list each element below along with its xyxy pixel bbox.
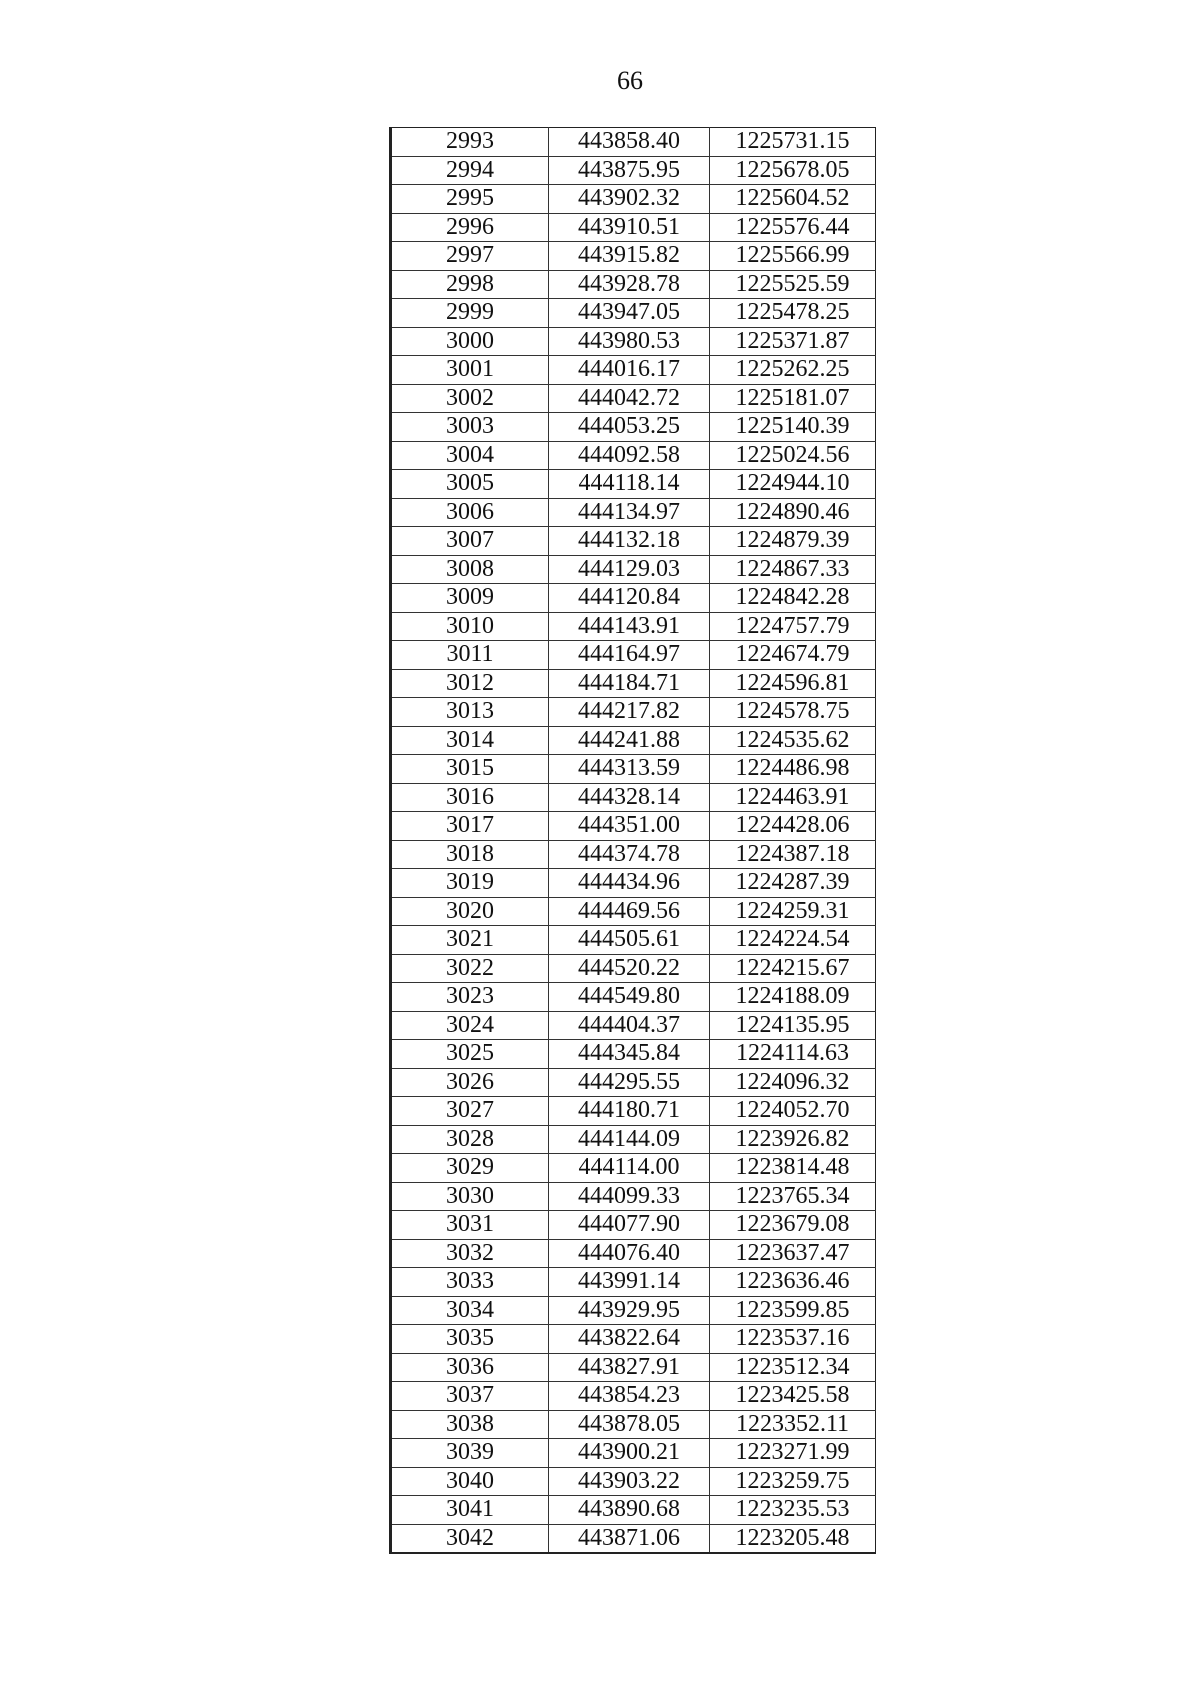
y-coordinate-cell: 1224428.06 (710, 812, 876, 841)
x-coordinate-cell: 444134.97 (549, 498, 710, 527)
point-number-cell: 3004 (391, 441, 549, 470)
table-row (391, 641, 876, 670)
table-row (391, 840, 876, 869)
x-coordinate-cell: 444053.25 (549, 413, 710, 442)
table-row (391, 1382, 876, 1411)
point-number-cell: 2993 (391, 128, 549, 157)
table-row (391, 213, 876, 242)
y-coordinate-cell: 1223765.34 (710, 1182, 876, 1211)
table-row (391, 1211, 876, 1240)
x-coordinate-cell: 443929.95 (549, 1296, 710, 1325)
x-coordinate-cell: 444118.14 (549, 470, 710, 499)
point-number-cell: 3026 (391, 1068, 549, 1097)
y-coordinate-cell: 1223205.48 (710, 1524, 876, 1553)
point-number-cell: 3008 (391, 555, 549, 584)
point-number-cell: 2998 (391, 270, 549, 299)
point-number-cell: 3006 (391, 498, 549, 527)
y-coordinate-cell: 1224596.81 (710, 669, 876, 698)
point-number-cell: 3018 (391, 840, 549, 869)
table-row (391, 983, 876, 1012)
x-coordinate-cell: 444144.09 (549, 1125, 710, 1154)
table-row (391, 356, 876, 385)
table-row (391, 128, 876, 157)
point-number-cell: 3000 (391, 327, 549, 356)
y-coordinate-cell: 1224674.79 (710, 641, 876, 670)
table-row (391, 1467, 876, 1496)
point-number-cell: 2996 (391, 213, 549, 242)
y-coordinate-cell: 1224215.67 (710, 954, 876, 983)
point-number-cell: 3009 (391, 584, 549, 613)
table-row (391, 1125, 876, 1154)
point-number-cell: 3001 (391, 356, 549, 385)
y-coordinate-cell: 1224052.70 (710, 1097, 876, 1126)
point-number-cell: 3042 (391, 1524, 549, 1553)
point-number-cell: 3031 (391, 1211, 549, 1240)
point-number-cell: 3028 (391, 1125, 549, 1154)
point-number-cell: 3039 (391, 1439, 549, 1468)
x-coordinate-cell: 444143.91 (549, 612, 710, 641)
y-coordinate-cell: 1225525.59 (710, 270, 876, 299)
table-row (391, 1524, 876, 1553)
x-coordinate-cell: 444184.71 (549, 669, 710, 698)
point-number-cell: 3011 (391, 641, 549, 670)
point-number-cell: 3019 (391, 869, 549, 898)
point-number-cell: 3035 (391, 1325, 549, 1354)
x-coordinate-cell: 444549.80 (549, 983, 710, 1012)
table-row (391, 1439, 876, 1468)
y-coordinate-cell: 1224259.31 (710, 897, 876, 926)
y-coordinate-cell: 1224890.46 (710, 498, 876, 527)
point-number-cell: 3005 (391, 470, 549, 499)
point-number-cell: 3020 (391, 897, 549, 926)
coordinates-table (389, 127, 876, 1554)
point-number-cell: 2995 (391, 185, 549, 214)
x-coordinate-cell: 444351.00 (549, 812, 710, 841)
y-coordinate-cell: 1223679.08 (710, 1211, 876, 1240)
point-number-cell: 3017 (391, 812, 549, 841)
y-coordinate-cell: 1225566.99 (710, 242, 876, 271)
y-coordinate-cell: 1224463.91 (710, 783, 876, 812)
y-coordinate-cell: 1225181.07 (710, 384, 876, 413)
table-row (391, 755, 876, 784)
y-coordinate-cell: 1224287.39 (710, 869, 876, 898)
y-coordinate-cell: 1224842.28 (710, 584, 876, 613)
y-coordinate-cell: 1224224.54 (710, 926, 876, 955)
point-number-cell: 2999 (391, 299, 549, 328)
x-coordinate-cell: 444077.90 (549, 1211, 710, 1240)
table-row (391, 498, 876, 527)
table-row (391, 242, 876, 271)
table-row (391, 869, 876, 898)
y-coordinate-cell: 1225371.87 (710, 327, 876, 356)
y-coordinate-cell: 1224096.32 (710, 1068, 876, 1097)
y-coordinate-cell: 1225604.52 (710, 185, 876, 214)
table-row (391, 299, 876, 328)
x-coordinate-cell: 444099.33 (549, 1182, 710, 1211)
x-coordinate-cell: 443854.23 (549, 1382, 710, 1411)
table-row (391, 726, 876, 755)
page-number: 66 (617, 66, 643, 95)
y-coordinate-cell: 1225024.56 (710, 441, 876, 470)
x-coordinate-cell: 443915.82 (549, 242, 710, 271)
x-coordinate-cell: 444374.78 (549, 840, 710, 869)
table-row (391, 698, 876, 727)
y-coordinate-cell: 1223259.75 (710, 1467, 876, 1496)
table-row (391, 584, 876, 613)
x-coordinate-cell: 444313.59 (549, 755, 710, 784)
point-number-cell: 3013 (391, 698, 549, 727)
y-coordinate-cell: 1223235.53 (710, 1496, 876, 1525)
table-row (391, 1239, 876, 1268)
x-coordinate-cell: 443903.22 (549, 1467, 710, 1496)
table-row (391, 669, 876, 698)
table-row (391, 327, 876, 356)
point-number-cell: 2994 (391, 156, 549, 185)
point-number-cell: 2997 (391, 242, 549, 271)
point-number-cell: 3027 (391, 1097, 549, 1126)
x-coordinate-cell: 444092.58 (549, 441, 710, 470)
y-coordinate-cell: 1224188.09 (710, 983, 876, 1012)
point-number-cell: 3014 (391, 726, 549, 755)
coordinates-table-body (391, 128, 876, 1554)
table-row (391, 897, 876, 926)
x-coordinate-cell: 443928.78 (549, 270, 710, 299)
y-coordinate-cell: 1223537.16 (710, 1325, 876, 1354)
x-coordinate-cell: 444520.22 (549, 954, 710, 983)
table-row (391, 413, 876, 442)
x-coordinate-cell: 444345.84 (549, 1040, 710, 1069)
x-coordinate-cell: 443858.40 (549, 128, 710, 157)
x-coordinate-cell: 443947.05 (549, 299, 710, 328)
table-row (391, 185, 876, 214)
x-coordinate-cell: 444164.97 (549, 641, 710, 670)
y-coordinate-cell: 1224135.95 (710, 1011, 876, 1040)
point-number-cell: 3007 (391, 527, 549, 556)
point-number-cell: 3038 (391, 1410, 549, 1439)
x-coordinate-cell: 444404.37 (549, 1011, 710, 1040)
point-number-cell: 3030 (391, 1182, 549, 1211)
table-row (391, 441, 876, 470)
x-coordinate-cell: 444076.40 (549, 1239, 710, 1268)
point-number-cell: 3010 (391, 612, 549, 641)
point-number-cell: 3003 (391, 413, 549, 442)
x-coordinate-cell: 443902.32 (549, 185, 710, 214)
point-number-cell: 3023 (391, 983, 549, 1012)
point-number-cell: 3025 (391, 1040, 549, 1069)
y-coordinate-cell: 1224486.98 (710, 755, 876, 784)
point-number-cell: 3022 (391, 954, 549, 983)
x-coordinate-cell: 444434.96 (549, 869, 710, 898)
table-row (391, 1325, 876, 1354)
x-coordinate-cell: 443980.53 (549, 327, 710, 356)
x-coordinate-cell: 444505.61 (549, 926, 710, 955)
table-row (391, 470, 876, 499)
table-row (391, 384, 876, 413)
x-coordinate-cell: 443890.68 (549, 1496, 710, 1525)
point-number-cell: 3024 (391, 1011, 549, 1040)
y-coordinate-cell: 1224114.63 (710, 1040, 876, 1069)
table-row (391, 1410, 876, 1439)
y-coordinate-cell: 1223352.11 (710, 1410, 876, 1439)
point-number-cell: 3040 (391, 1467, 549, 1496)
point-number-cell: 3016 (391, 783, 549, 812)
y-coordinate-cell: 1223637.47 (710, 1239, 876, 1268)
table-row (391, 1011, 876, 1040)
y-coordinate-cell: 1225576.44 (710, 213, 876, 242)
table-row (391, 954, 876, 983)
y-coordinate-cell: 1223425.58 (710, 1382, 876, 1411)
point-number-cell: 3015 (391, 755, 549, 784)
table-row (391, 612, 876, 641)
y-coordinate-cell: 1224879.39 (710, 527, 876, 556)
y-coordinate-cell: 1225262.25 (710, 356, 876, 385)
point-number-cell: 3037 (391, 1382, 549, 1411)
y-coordinate-cell: 1224535.62 (710, 726, 876, 755)
table-row (391, 1154, 876, 1183)
table-row (391, 1268, 876, 1297)
y-coordinate-cell: 1225140.39 (710, 413, 876, 442)
point-number-cell: 3033 (391, 1268, 549, 1297)
y-coordinate-cell: 1223599.85 (710, 1296, 876, 1325)
table-row (391, 555, 876, 584)
point-number-cell: 3032 (391, 1239, 549, 1268)
table-row (391, 1040, 876, 1069)
x-coordinate-cell: 444241.88 (549, 726, 710, 755)
point-number-cell: 3021 (391, 926, 549, 955)
y-coordinate-cell: 1224757.79 (710, 612, 876, 641)
y-coordinate-cell: 1223926.82 (710, 1125, 876, 1154)
point-number-cell: 3029 (391, 1154, 549, 1183)
table-row (391, 926, 876, 955)
x-coordinate-cell: 443827.91 (549, 1353, 710, 1382)
x-coordinate-cell: 444129.03 (549, 555, 710, 584)
y-coordinate-cell: 1223271.99 (710, 1439, 876, 1468)
table-row (391, 1068, 876, 1097)
point-number-cell: 3012 (391, 669, 549, 698)
x-coordinate-cell: 443900.21 (549, 1439, 710, 1468)
table-row (391, 270, 876, 299)
table-row (391, 1097, 876, 1126)
y-coordinate-cell: 1223636.46 (710, 1268, 876, 1297)
x-coordinate-cell: 443991.14 (549, 1268, 710, 1297)
table-row (391, 783, 876, 812)
point-number-cell: 3034 (391, 1296, 549, 1325)
x-coordinate-cell: 443871.06 (549, 1524, 710, 1553)
x-coordinate-cell: 444114.00 (549, 1154, 710, 1183)
x-coordinate-cell: 444042.72 (549, 384, 710, 413)
y-coordinate-cell: 1223814.48 (710, 1154, 876, 1183)
x-coordinate-cell: 444217.82 (549, 698, 710, 727)
x-coordinate-cell: 444016.17 (549, 356, 710, 385)
y-coordinate-cell: 1224578.75 (710, 698, 876, 727)
table-row (391, 527, 876, 556)
y-coordinate-cell: 1224387.18 (710, 840, 876, 869)
x-coordinate-cell: 444132.18 (549, 527, 710, 556)
x-coordinate-cell: 444120.84 (549, 584, 710, 613)
x-coordinate-cell: 444295.55 (549, 1068, 710, 1097)
x-coordinate-cell: 443822.64 (549, 1325, 710, 1354)
x-coordinate-cell: 443875.95 (549, 156, 710, 185)
x-coordinate-cell: 444180.71 (549, 1097, 710, 1126)
y-coordinate-cell: 1225731.15 (710, 128, 876, 157)
y-coordinate-cell: 1223512.34 (710, 1353, 876, 1382)
x-coordinate-cell: 443878.05 (549, 1410, 710, 1439)
table-row (391, 1296, 876, 1325)
x-coordinate-cell: 443910.51 (549, 213, 710, 242)
x-coordinate-cell: 444469.56 (549, 897, 710, 926)
table-row (391, 1353, 876, 1382)
point-number-cell: 3002 (391, 384, 549, 413)
y-coordinate-cell: 1225678.05 (710, 156, 876, 185)
table-row (391, 156, 876, 185)
table-row (391, 1182, 876, 1211)
y-coordinate-cell: 1224944.10 (710, 470, 876, 499)
table-row (391, 812, 876, 841)
point-number-cell: 3036 (391, 1353, 549, 1382)
y-coordinate-cell: 1224867.33 (710, 555, 876, 584)
table-row (391, 1496, 876, 1525)
x-coordinate-cell: 444328.14 (549, 783, 710, 812)
y-coordinate-cell: 1225478.25 (710, 299, 876, 328)
point-number-cell: 3041 (391, 1496, 549, 1525)
